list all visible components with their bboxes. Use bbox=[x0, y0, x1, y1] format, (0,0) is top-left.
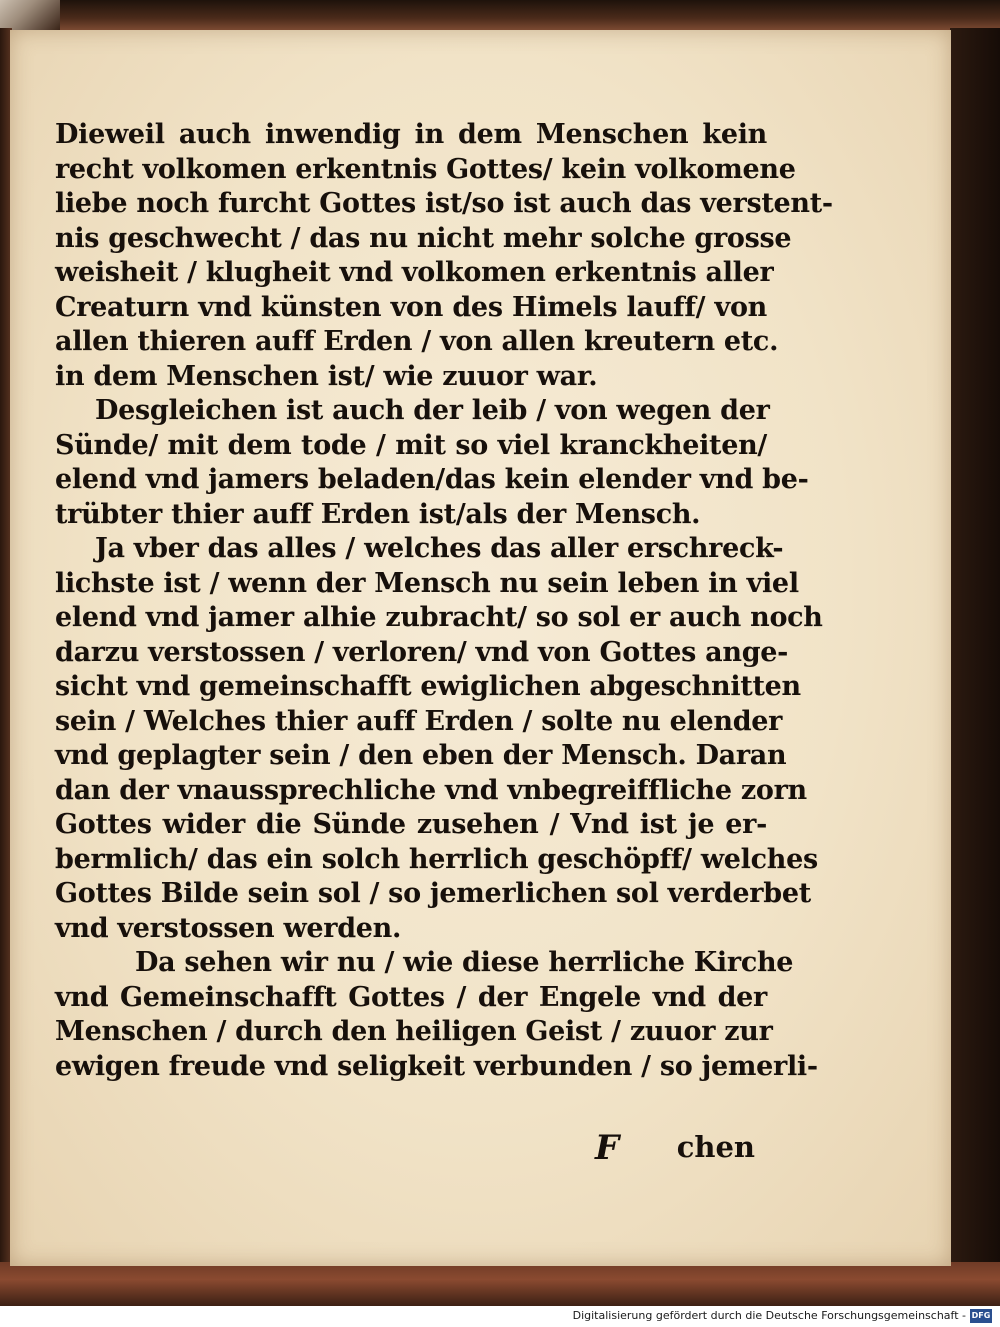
scan-top-edge bbox=[0, 0, 1000, 30]
text-line: vnd geplagter sein / den eben der Mensch. Daran bbox=[55, 740, 787, 771]
text-line: in dem Menschen ist/ wie zuuor war. bbox=[55, 360, 598, 392]
text-line: vnd verstossen werden. bbox=[55, 912, 402, 944]
text-line: Desgleichen ist auch der leib / von wegen der bbox=[95, 395, 770, 426]
text-line: sicht vnd gemeinschafft ewiglichen abgeschnitten bbox=[55, 671, 801, 702]
scan-right-edge bbox=[950, 28, 1000, 1306]
text-line: allen thieren auff Erden / von allen kreutern etc. bbox=[55, 326, 779, 357]
text-line: darzu verstossen / verloren/ vnd von Gottes ange- bbox=[55, 636, 789, 668]
funding-credit: Digitalisierung gefördert durch die Deutsche Forschungsgemeinschaft - bbox=[572, 1309, 966, 1322]
text-line: Dieweil auch inwendig in dem Menschen kein bbox=[55, 119, 767, 150]
text-line: vnd Gemeinschafft Gottes / der Engele vnd der bbox=[55, 981, 767, 1013]
digitization-footer bbox=[0, 1306, 1000, 1327]
text-line: weisheit / klugheit vnd volkomen erkentnis aller bbox=[55, 257, 774, 288]
text-line: Sünde/ mit dem tode / mit so viel kranckheiten/ bbox=[55, 429, 767, 461]
scan-bottom-edge bbox=[0, 1262, 1000, 1306]
text-line: Gottes Bilde sein sol / so jemerlichen sol verderbet bbox=[55, 878, 811, 909]
text-line: Gottes wider die Sünde zusehen / Vnd ist je er- bbox=[55, 809, 767, 840]
text-line: recht volkomen erkentnis Gottes/ kein volkomene bbox=[55, 153, 796, 185]
text-line: Menschen / durch den heiligen Geist / zuuor zur bbox=[55, 1016, 773, 1047]
page-signature-row bbox=[585, 1128, 767, 1168]
text-line: Ja vber das alles / welches das aller erschreck- bbox=[95, 533, 784, 564]
book-page bbox=[10, 30, 951, 1266]
text-line: elend vnd jamer alhie zubracht/ so sol er auch noch bbox=[55, 602, 823, 633]
text-line: elend vnd jamers beladen/das kein elender vnd be- bbox=[55, 464, 809, 495]
text-line: bermlich/ das ein solch herrlich geschöpff/ welches bbox=[55, 843, 818, 875]
signature-mark: F bbox=[595, 1128, 620, 1168]
page-body-text bbox=[55, 118, 833, 1084]
text-line: lichste ist / wenn der Mensch nu sein leben in viel bbox=[55, 567, 799, 599]
dfg-logo: DFG bbox=[970, 1309, 992, 1323]
text-line: trübter thier auff Erden ist/als der Mensch. bbox=[55, 498, 701, 530]
text-line: Da sehen wir nu / wie diese herrliche Kirche bbox=[135, 947, 794, 978]
text-line: sein / Welches thier auff Erden / solte nu elender bbox=[55, 705, 783, 737]
text-line: nis geschwecht / das nu nicht mehr solche grosse bbox=[55, 222, 792, 254]
text-line: liebe noch furcht Gottes ist/so ist auch das verstent- bbox=[55, 188, 833, 219]
scan-corner bbox=[0, 0, 60, 30]
text-line: Creaturn vnd künsten von des Himels lauff/ von bbox=[55, 291, 767, 323]
text-line: ewigen freude vnd seligkeit verbunden / so jemerli- bbox=[55, 1050, 818, 1082]
text-line: dan der vnaussprechliche vnd vnbegreiffliche zorn bbox=[55, 774, 807, 806]
catchword: chen bbox=[676, 1130, 755, 1164]
